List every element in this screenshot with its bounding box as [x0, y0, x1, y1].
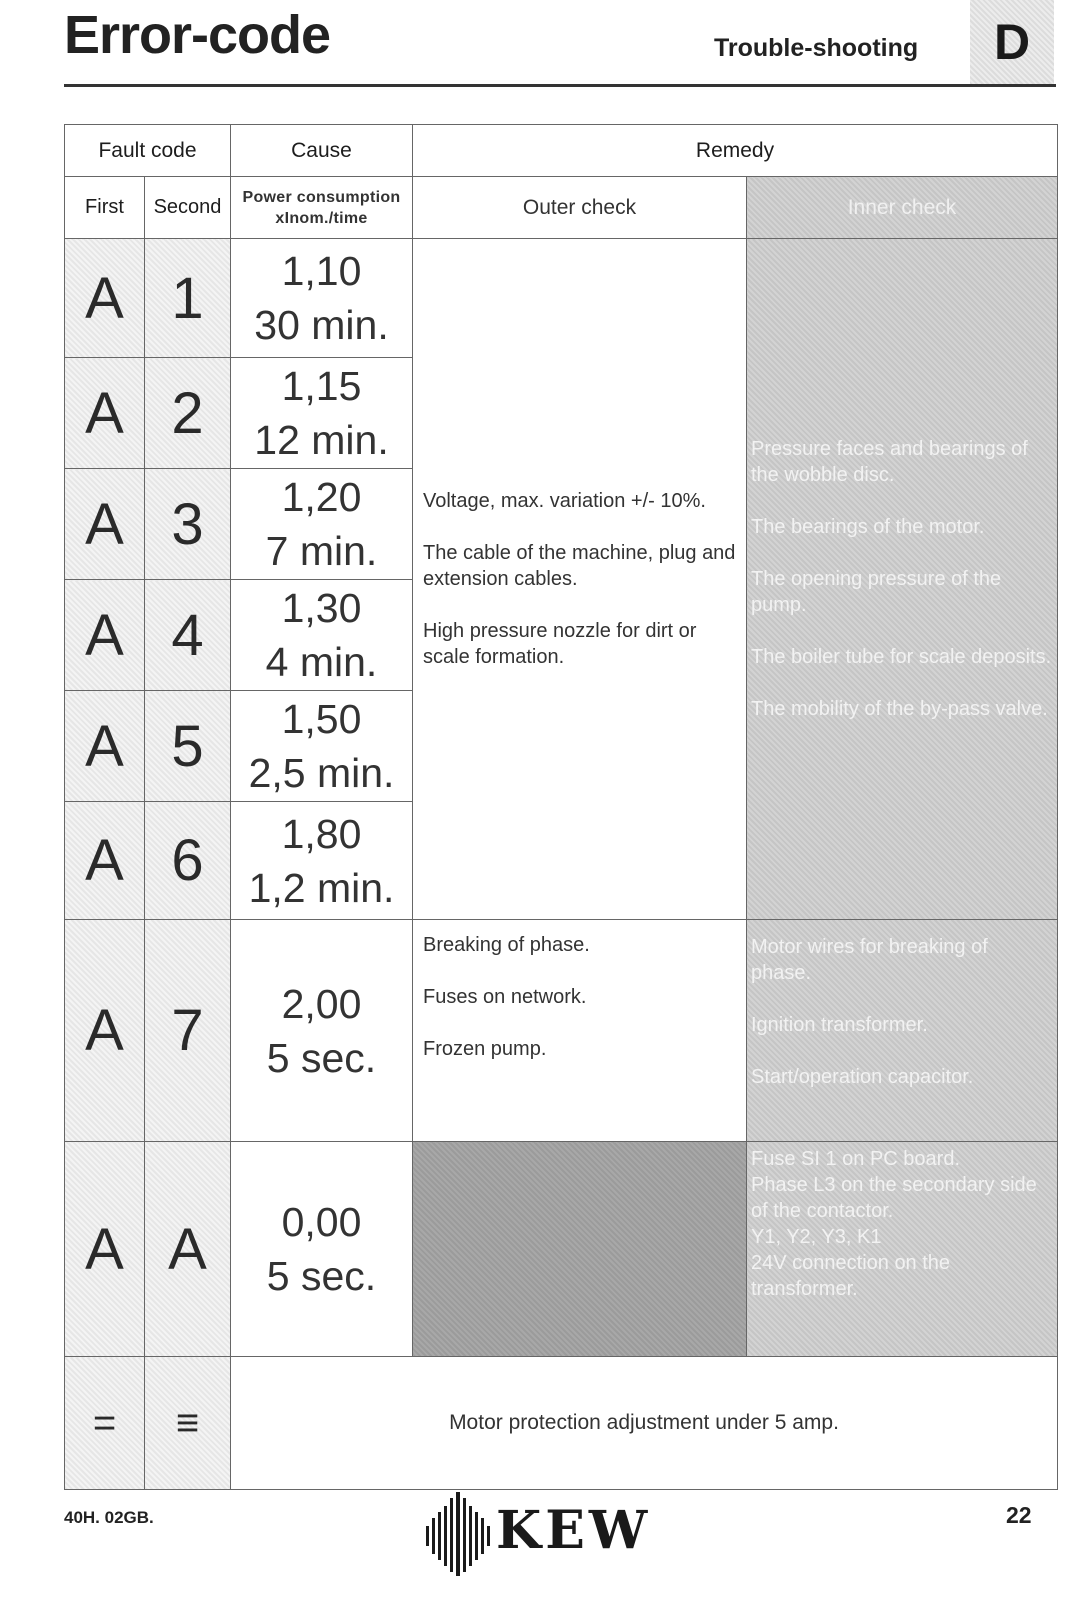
kew-logo-icon [424, 1492, 492, 1576]
cause-cell [231, 920, 413, 1142]
inner-check-item: Fuse SI 1 on PC board. [751, 1148, 961, 1170]
outer-check-cell [413, 920, 747, 1142]
page-title: Error-code [64, 5, 331, 65]
time-value: 4 min. [265, 639, 378, 685]
final-remedy: Motor protection adjustment under 5 amp. [231, 1357, 1058, 1490]
second-code: ≡ [145, 1357, 231, 1490]
first-header: First [65, 177, 145, 239]
power-header-line1: Power consumption [242, 188, 401, 206]
time-value: 2,5 min. [248, 750, 395, 796]
first-code: A [65, 239, 145, 358]
outer-check-item: Breaking of phase. [423, 934, 590, 956]
first-code: A [65, 1142, 145, 1357]
table-row [65, 1357, 1058, 1490]
power-value: 1,20 [281, 474, 362, 520]
power-header-line2: xInom./time [275, 209, 368, 227]
cause-header: Cause [231, 125, 413, 177]
inner-check-item: Phase L3 on the secondary side of the contactor. [751, 1174, 1037, 1222]
table-row [65, 239, 1058, 358]
inner-check-header: Inner check [747, 177, 1058, 239]
second-code: 4 [145, 580, 231, 691]
time-value: 7 min. [265, 528, 378, 574]
second-header: Second [145, 177, 231, 239]
inner-check-item: The boiler tube for scale deposits. [751, 646, 1052, 668]
cause-cell [231, 469, 413, 580]
inner-check-cell [747, 239, 1058, 920]
header-rule [64, 84, 1056, 87]
table-row [65, 1142, 1058, 1357]
inner-check-item: 24V connection on the transformer. [751, 1252, 951, 1300]
outer-check-header: Outer check [413, 177, 747, 239]
second-code: A [145, 1142, 231, 1357]
cause-cell [231, 802, 413, 920]
page-number: 22 [1006, 1502, 1032, 1528]
section-tab [970, 0, 1054, 84]
second-code: 1 [145, 239, 231, 358]
power-value: 0,00 [281, 1199, 362, 1245]
outer-check-item: Voltage, max. variation +/- 10%. [423, 490, 706, 512]
inner-check-item: The bearings of the motor. [751, 516, 985, 538]
remedy-header: Remedy [413, 125, 1058, 177]
inner-check-item: The opening pressure of the pump. [751, 568, 1002, 616]
document-code: 40H. 02GB. [64, 1508, 154, 1527]
first-code: A [65, 802, 145, 920]
power-value: 1,10 [281, 248, 362, 294]
inner-check-item: Motor wires for breaking of phase. [751, 936, 988, 984]
time-value: 5 sec. [266, 1253, 377, 1299]
first-code: A [65, 469, 145, 580]
first-code: A [65, 691, 145, 802]
cause-cell [231, 358, 413, 469]
inner-check-item: Y1, Y2, Y3, K1 [751, 1226, 882, 1248]
outer-check-item: Fuses on network. [423, 986, 587, 1008]
inner-check-cell [747, 920, 1058, 1142]
inner-check-item: Start/operation capacitor. [751, 1066, 974, 1088]
fault-code-header: Fault code [65, 125, 231, 177]
brand-name: KEW [496, 1500, 652, 1561]
second-code: 6 [145, 802, 231, 920]
time-value: 30 min. [254, 302, 389, 348]
first-code: A [65, 580, 145, 691]
cause-cell [231, 1142, 413, 1357]
second-code: 2 [145, 358, 231, 469]
power-value: 1,80 [281, 810, 362, 857]
time-value: 1,2 min. [248, 864, 395, 911]
power-value: 2,00 [281, 980, 362, 1027]
second-code: 5 [145, 691, 231, 802]
table-row [65, 920, 1058, 1142]
second-code: 7 [145, 920, 231, 1142]
inner-check-item: The mobility of the by-pass valve. [751, 698, 1048, 720]
cause-cell [231, 239, 413, 358]
fault-code-table [64, 124, 1058, 1490]
inner-check-cell [747, 1142, 1058, 1357]
power-consumption-header [231, 177, 413, 239]
cause-cell [231, 580, 413, 691]
outer-check-cell [413, 239, 747, 920]
second-code: 3 [145, 469, 231, 580]
time-value: 12 min. [254, 417, 389, 463]
inner-check-item: Pressure faces and bearings of the wobble disc. [751, 438, 1028, 486]
first-code: = [65, 1357, 145, 1490]
first-code: A [65, 358, 145, 469]
outer-check-item: High pressure nozzle for dirt or scale formation. [423, 620, 697, 668]
time-value: 5 sec. [266, 1034, 377, 1081]
section-letter: D [993, 14, 1031, 70]
cause-cell [231, 691, 413, 802]
inner-check-item: Ignition transformer. [751, 1014, 928, 1036]
power-value: 1,30 [281, 585, 362, 631]
outer-check-item: Frozen pump. [423, 1038, 547, 1060]
outer-check-cell [413, 1142, 747, 1357]
outer-check-item: The cable of the machine, plug and extension cables. [423, 542, 736, 590]
power-value: 1,50 [281, 696, 362, 742]
power-value: 1,15 [281, 363, 362, 409]
section-label: Trouble-shooting [714, 34, 919, 62]
first-code: A [65, 920, 145, 1142]
